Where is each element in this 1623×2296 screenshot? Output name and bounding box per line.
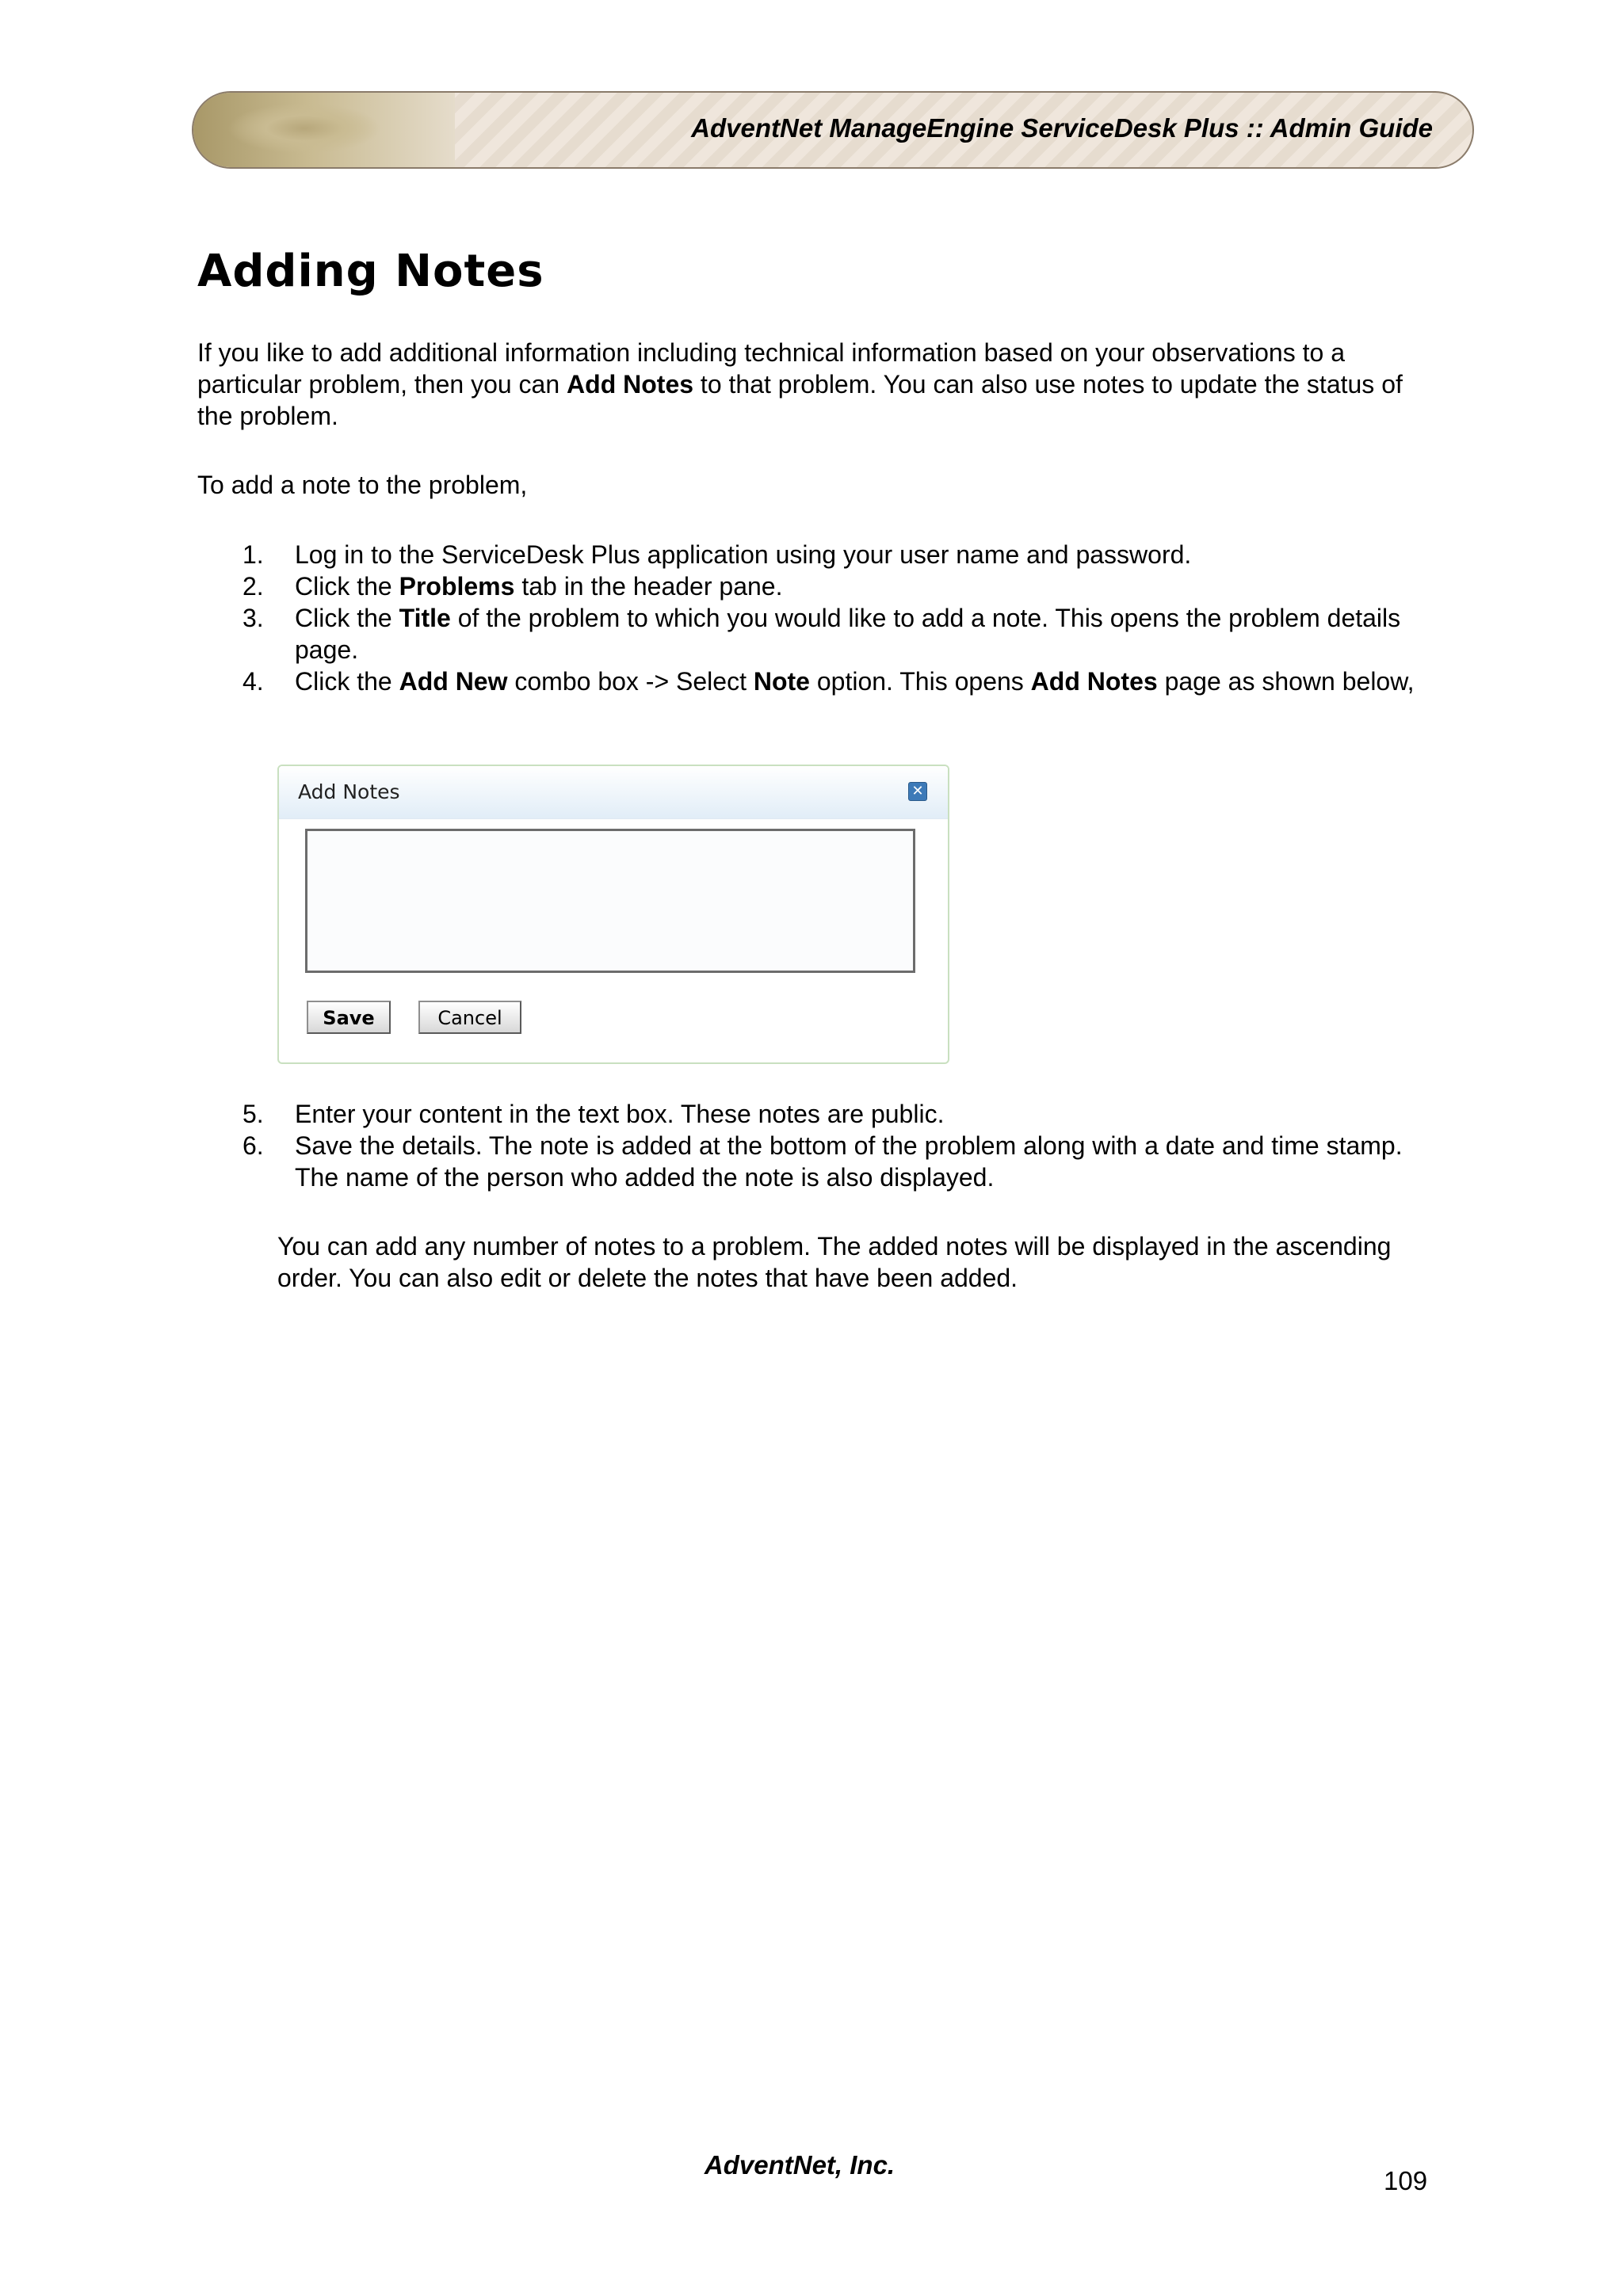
step-number: 6. <box>242 1131 264 1160</box>
step-text: Log in to the ServiceDesk Plus application using your user name and password. <box>295 540 1192 569</box>
intro-text-2: to that problem. You can also use notes to update the status of the problem. <box>197 370 1403 430</box>
step-bold: Note <box>753 667 810 696</box>
step-text: of the problem to which you would like to add a note. This opens the problem details page. <box>295 604 1401 664</box>
step-item <box>242 602 1447 666</box>
intro-text-1: If you like to add additional information including technical information based on your observations to a particular problem, then you can <box>197 338 1345 399</box>
intro-paragraph <box>197 337 1442 432</box>
dialog-header <box>279 766 948 819</box>
page-number: 109 <box>1384 2166 1428 2195</box>
close-icon[interactable]: ✕ <box>908 782 927 801</box>
page-title: Adding Notes <box>197 246 544 297</box>
banner-decoration <box>193 93 455 167</box>
step-item <box>242 1130 1447 1193</box>
lead-paragraph: To add a note to the problem, <box>197 471 528 499</box>
steps-list-1 <box>242 539 1447 697</box>
step-text: Click the <box>295 667 399 696</box>
add-notes-dialog <box>277 765 949 1064</box>
step-item <box>242 539 1447 570</box>
step-number: 4. <box>242 667 264 696</box>
step-text: page as shown below, <box>1157 667 1415 696</box>
step-text: tab in the header pane. <box>514 572 783 601</box>
intro-bold-add-notes: Add Notes <box>567 370 694 399</box>
step-item <box>242 666 1447 697</box>
closing-paragraph: You can add any number of notes to a problem. The added notes will be displayed in the ascending order. You can also edit or delete the notes that have been added. <box>277 1232 1392 1292</box>
cancel-button[interactable]: Cancel <box>418 1001 521 1034</box>
step-number: 2. <box>242 572 264 601</box>
page-header-banner <box>192 91 1474 169</box>
step-text: Click the <box>295 572 399 601</box>
step-bold: Problems <box>399 572 515 601</box>
step-number: 3. <box>242 604 264 632</box>
dialog-title: Add Notes <box>298 780 400 803</box>
save-button[interactable]: Save <box>307 1001 391 1034</box>
step-text: option. This opens <box>809 667 1031 696</box>
step-number: 5. <box>242 1100 264 1128</box>
step-text: Click the <box>295 604 399 632</box>
notes-textarea[interactable] <box>305 829 915 973</box>
step-text: Save the details. The note is added at the bottom of the problem along with a date and time stamp. The name of the person who added the note is also displayed. <box>295 1131 1403 1192</box>
footer-company: AdventNet, Inc. <box>704 2150 896 2180</box>
step-bold: Add Notes <box>1030 667 1158 696</box>
step-number: 1. <box>242 540 264 569</box>
step-text: Enter your content in the text box. These notes are public. <box>295 1100 945 1128</box>
step-item <box>242 570 1447 602</box>
step-item <box>242 1098 1447 1130</box>
step-bold: Title <box>399 604 451 632</box>
header-title: AdventNet ManageEngine ServiceDesk Plus :: Admin Guide <box>691 113 1433 143</box>
step-bold: Add New <box>399 667 508 696</box>
step-text: combo box -> Select <box>507 667 754 696</box>
steps-list-2 <box>242 1098 1447 1193</box>
